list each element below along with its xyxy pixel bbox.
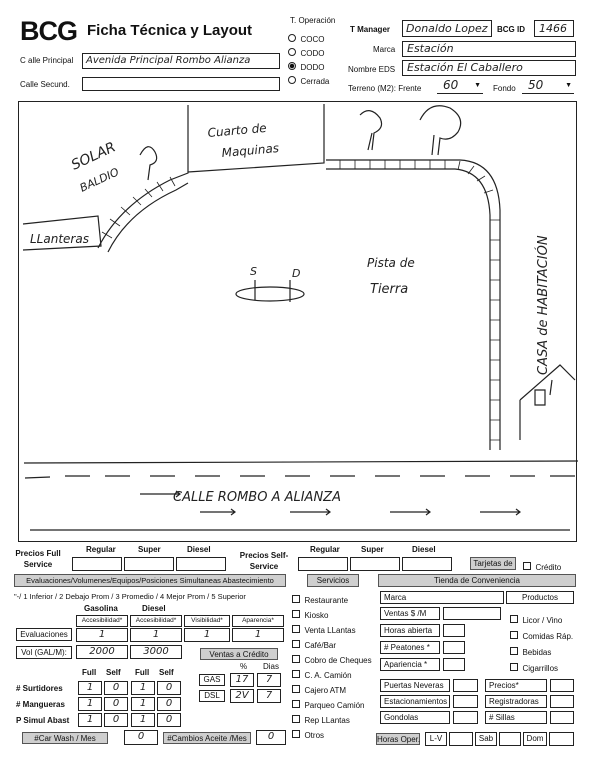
vol-dsl-field[interactable]: 3000 — [130, 645, 182, 659]
sketch-label-cuarto: Cuarto de — [207, 120, 268, 140]
sketch-label-baldio: BALDIO — [77, 165, 121, 195]
evaluaciones-scale: "-/ 1 Inferior / 2 Debajo Prom / 3 Promedio / 4 Mejor Prom / 5 Superior — [14, 592, 246, 601]
col-self-dsl: Self — [159, 668, 174, 677]
option-coco[interactable]: COCO — [288, 29, 329, 43]
precios-tienda-label: Precios* — [485, 679, 547, 692]
bcg-id-label: BCG ID — [497, 25, 525, 34]
puertas-neveras-field[interactable] — [453, 679, 478, 692]
sketch-label-pista: Pista de — [367, 256, 415, 270]
precios-full-col-regular: Regular — [86, 545, 116, 554]
precios-full-label: Precios Full Service — [15, 549, 61, 569]
sab-label: Sab — [475, 732, 497, 746]
producto-cigarrillos[interactable]: Cigarrillos — [510, 658, 573, 674]
fondo-label: Fondo — [493, 84, 516, 93]
cambios-aceite-field[interactable]: 0 — [256, 730, 286, 745]
peatones-label: # Peatones * — [380, 641, 440, 654]
sketch-label-casa: CASA de HABITACIÓN — [536, 235, 551, 375]
precio-full-super-field[interactable] — [124, 557, 174, 571]
puertas-neveras-label: Puertas Neveras — [380, 679, 450, 692]
checkbox-icon — [510, 647, 518, 655]
sillas-label: # Sillas — [485, 711, 547, 724]
vol-label: Vol (GAL/M): — [16, 646, 72, 659]
ventas-label: Ventas $ /M — [380, 607, 440, 620]
simul-label: P Simul Abast — [16, 716, 70, 725]
simul-self-dsl[interactable]: 0 — [157, 713, 181, 727]
form-title: Ficha Técnica y Layout — [87, 22, 253, 39]
eval-visibilidad[interactable]: 1 — [184, 628, 230, 642]
precio-self-regular-field[interactable] — [298, 557, 348, 571]
col-aparencia: Aparencia* — [232, 615, 284, 627]
checkbox-icon — [292, 625, 300, 633]
producto-licor-vino[interactable]: Licor / Vino — [510, 610, 573, 626]
option-dodo[interactable]: DODO — [288, 57, 329, 71]
col-full-dsl: Full — [135, 668, 150, 677]
col-accesibilidad-dsl: Accesibilidad* — [130, 615, 182, 627]
evaluaciones-row-label: Evaluaciones — [16, 628, 72, 641]
precios-self-col-regular: Regular — [310, 545, 340, 554]
checkbox-icon — [292, 730, 300, 738]
ventas-credito-header: Ventas a Crédito — [200, 648, 278, 660]
servicio-rep-llantas[interactable]: Rep LLantas — [292, 710, 372, 725]
calle-principal-value: Avenida Principal Rombo Alianza — [86, 55, 251, 66]
servicio-kiosko[interactable]: Kiosko — [292, 605, 372, 620]
precios-self-label: Precios Self-Service — [239, 551, 289, 571]
nombre-eds-label: Nombre EDS — [348, 65, 396, 74]
sab-field[interactable] — [499, 732, 521, 746]
carwash-field[interactable]: 0 — [124, 730, 158, 745]
pct-label: % — [240, 662, 248, 671]
sketch-label-s: S — [250, 265, 257, 278]
col-visibilidad: Visibilidad* — [184, 615, 230, 627]
gas-label: GAS — [199, 674, 225, 686]
surtidores-self-gas[interactable]: 0 — [104, 681, 128, 695]
calle-principal-label: C alle Principal — [20, 56, 74, 65]
sillas-field[interactable] — [550, 711, 574, 724]
dom-label: Dom — [523, 732, 547, 746]
chevron-down-icon: ▼ — [565, 82, 572, 89]
surtidores-self-dsl[interactable]: 0 — [157, 681, 181, 695]
evaluaciones-header: Evaluaciones/Volumenes/Equipos/Posiciones Simultaneas Abastecimiento — [14, 574, 286, 587]
lv-label: L-V — [425, 732, 447, 746]
registradoras-label: Registradoras — [485, 695, 547, 708]
checkbox-icon — [292, 655, 300, 663]
tienda-marca-label: Marca — [380, 591, 504, 604]
checkbox-icon — [292, 700, 300, 708]
simul-self-gas[interactable]: 0 — [104, 713, 128, 727]
checkbox-icon — [292, 670, 300, 678]
fondo-value: 50 — [528, 78, 544, 92]
checkbox-icon — [510, 615, 518, 623]
servicio-cafe-bar[interactable]: Café/Bar — [292, 635, 372, 650]
dsl-dias-field[interactable]: 7 — [257, 689, 281, 703]
credito-label: Crédito — [535, 563, 562, 572]
terreno-label: Terreno (M2): Frente — [348, 84, 422, 93]
servicio-cajero-atm[interactable]: Cajero ATM — [292, 680, 372, 695]
registradoras-field[interactable] — [550, 695, 574, 708]
sketch-label-calle: CALLE ROMBO A ALIANZA — [173, 490, 341, 505]
servicio-cobro-cheques[interactable]: Cobro de Cheques — [292, 650, 372, 665]
tienda-header: Tienda de Conveniencia — [378, 574, 576, 587]
eval-accesibilidad-gas[interactable]: 1 — [76, 628, 128, 642]
estacionamientos-label: Estacionamientos — [380, 695, 450, 708]
gasolina-label: Gasolina — [84, 604, 118, 613]
horas-oper-label: Horas Oper. — [377, 735, 421, 744]
col-accesibilidad-gas: Accesibilidad* — [76, 615, 128, 627]
servicio-otros[interactable]: Otros — [292, 725, 372, 740]
gas-pct-field[interactable]: 17 — [230, 673, 254, 687]
apariencia-field[interactable] — [443, 658, 465, 671]
checkbox-icon — [292, 715, 300, 723]
logo: BCG — [20, 16, 77, 46]
calle-secund-label: Calle Secund. — [20, 80, 70, 89]
eval-aparencia[interactable]: 1 — [232, 628, 284, 642]
servicio-venta-llantas[interactable]: Venta LLantas — [292, 620, 372, 635]
col-full-gas: Full — [82, 668, 97, 677]
peatones-field[interactable] — [443, 641, 465, 654]
precio-full-regular-field[interactable] — [72, 557, 122, 571]
mangueras-full-gas[interactable]: 1 — [78, 697, 102, 711]
dom-field[interactable] — [549, 732, 574, 746]
dias-label: Dias — [263, 662, 280, 671]
checkbox-icon — [523, 562, 531, 570]
estacionamientos-field[interactable] — [453, 695, 478, 708]
col-self-gas: Self — [106, 668, 121, 677]
mangueras-full-dsl[interactable]: 1 — [131, 697, 155, 711]
checkbox-icon — [292, 595, 300, 603]
mangueras-label: # Mangueras — [16, 700, 65, 709]
servicios-list — [292, 590, 372, 740]
servicios-header: Servicios — [307, 574, 359, 587]
surtidores-full-gas[interactable]: 1 — [78, 681, 102, 695]
marca-label: Marca — [373, 45, 396, 54]
precios-tienda-field[interactable] — [550, 679, 574, 692]
gondolas-label: Gondolas — [380, 711, 450, 724]
tienda-productos-label: Productos — [506, 591, 574, 604]
simul-full-gas[interactable]: 1 — [78, 713, 102, 727]
checkbox-icon — [292, 640, 300, 648]
gas-dias-field[interactable]: 7 — [257, 673, 281, 687]
sketch-label-maquinas: Maquinas — [221, 141, 280, 160]
surtidores-label: # Surtidores — [16, 684, 63, 693]
mangueras-self-gas[interactable]: 0 — [104, 697, 128, 711]
horas-abierta-field[interactable] — [443, 624, 465, 637]
bcg-id-value: 1466 — [539, 22, 567, 35]
ventas-field[interactable] — [443, 607, 501, 620]
mangueras-self-dsl[interactable]: 0 — [157, 697, 181, 711]
lv-field[interactable] — [449, 732, 473, 746]
diesel-label: Diesel — [142, 604, 166, 613]
precios-self-col-super: Super — [361, 545, 384, 554]
productos-list — [510, 610, 573, 674]
carwash-label: #Car Wash / Mes — [22, 732, 108, 744]
dsl-label: DSL — [199, 690, 225, 702]
precio-self-super-field[interactable] — [350, 557, 400, 571]
sketch-label-llanteras: LLanteras — [30, 232, 89, 246]
horas-abierta-label: Horas abierta — [380, 624, 440, 637]
surtidores-full-dsl[interactable]: 1 — [131, 681, 155, 695]
t-manager-label: T Manager — [350, 25, 391, 34]
sketch-label-solar: SOLAR — [68, 139, 119, 174]
checkbox-icon — [292, 685, 300, 693]
sketch-label-tierra: Tierra — [370, 282, 409, 297]
dsl-pct-field[interactable]: 2V — [230, 689, 254, 703]
t-manager-value: Donaldo Lopez — [406, 22, 488, 35]
option-codo[interactable]: CODO — [288, 43, 329, 57]
servicio-restaurante[interactable]: Restaurante — [292, 590, 372, 605]
credito-checkbox[interactable] — [523, 557, 561, 575]
producto-bebidas[interactable]: Bebidas — [510, 642, 573, 658]
precio-self-diesel-field[interactable] — [402, 557, 452, 571]
cambios-aceite-label: #Cambios Aceite /Mes — [163, 732, 251, 744]
checkbox-icon — [510, 631, 518, 639]
option-cerrada[interactable]: Cerrada — [288, 71, 329, 85]
apariencia-label: Apariencia * — [380, 658, 440, 671]
checkbox-icon — [510, 663, 518, 671]
simul-full-dsl[interactable]: 1 — [131, 713, 155, 727]
producto-comidas-rap[interactable]: Comidas Ráp. — [510, 626, 573, 642]
marca-value: Estación — [407, 42, 454, 55]
terreno-frente-value: 60 — [443, 78, 459, 92]
precios-self-col-diesel: Diesel — [412, 545, 436, 554]
nombre-eds-value: Estación El Caballero — [407, 61, 523, 74]
precio-full-diesel-field[interactable] — [176, 557, 226, 571]
t-operacion-label: T. Operación — [290, 16, 336, 25]
checkbox-icon — [292, 610, 300, 618]
gondolas-field[interactable] — [453, 711, 478, 724]
precios-full-col-super: Super — [138, 545, 161, 554]
vol-gas-field[interactable]: 2000 — [76, 645, 128, 659]
precios-full-col-diesel: Diesel — [187, 545, 211, 554]
tarjetas-label: Tarjetas de — [470, 557, 516, 570]
chevron-down-icon: ▼ — [474, 82, 481, 89]
servicio-parqueo-camion[interactable]: Parqueo Camión — [292, 695, 372, 710]
eval-accesibilidad-dsl[interactable]: 1 — [130, 628, 182, 642]
sketch-label-d: D — [292, 267, 301, 280]
servicio-ca-camion[interactable]: C. A. Camión — [292, 665, 372, 680]
